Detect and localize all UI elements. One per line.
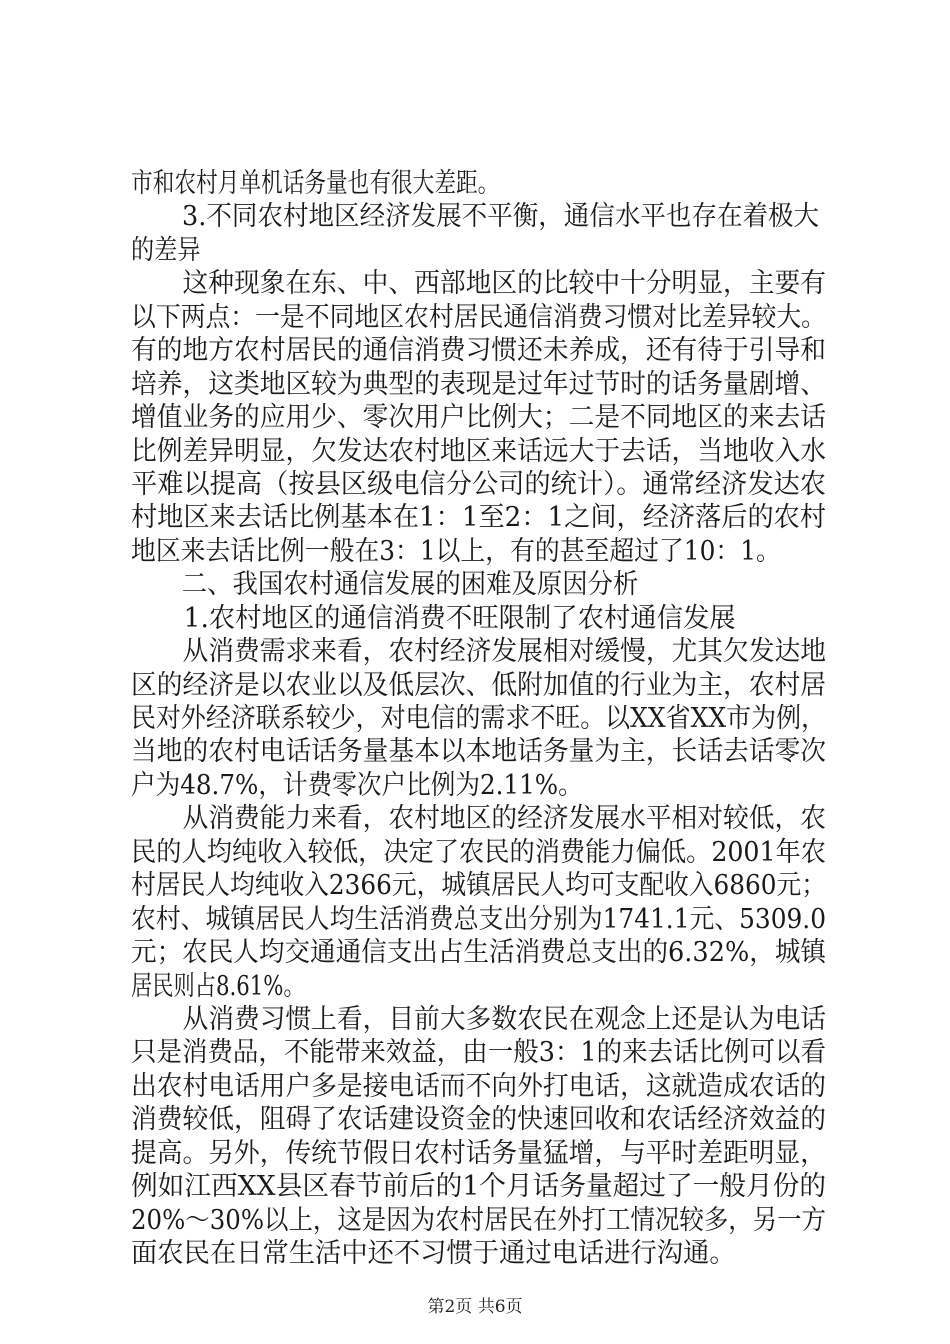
text-line: 面农民在日常生活中还不习惯于通过电话进行沟通。 — [131, 1238, 736, 1269]
text-line: 元；农民人均交通通信支出占生活消费总支出的6.32%，城镇 — [131, 937, 826, 969]
text-line: 1.农村地区的通信消费不旺限制了农村通信发展 — [131, 602, 736, 634]
text-line: 市和农村月单机话务量也有很大差距。 — [131, 168, 500, 199]
text-line: 培养，这类地区较为典型的表现是过年过节时的话务量剧增、 — [131, 368, 826, 400]
text-line: 村居民人均纯收入2366元，城镇居民人均可支配收入6860元； — [131, 870, 826, 902]
text-line: 农村、城镇居民人均生活消费总支出分别为1741.1元、5309.0 — [131, 903, 826, 935]
text-line: 只是消费品，不能带来效益，由一般3：1的来去话比例可以看 — [131, 1037, 826, 1069]
text-line: 从消费需求来看，农村经济发展相对缓慢，尤其欠发达地 — [131, 636, 826, 668]
text-line: 当地的农村电话话务量基本以本地话务量为主，长话去话零次 — [131, 736, 826, 768]
text-line: 村地区来去话比例基本在1：1至2：1之间，经济落后的农村 — [131, 502, 826, 534]
text-line: 从消费能力来看，农村地区的经济发展水平相对较低，农 — [131, 803, 826, 835]
text-line: 20%～30%以上，这是因为农村居民在外打工情况较多，另一方 — [131, 1204, 826, 1236]
document-body — [131, 167, 826, 1270]
text-line: 从消费习惯上看，目前大多数农民在观念上还是认为电话 — [131, 1003, 826, 1035]
text-line: 的差异 — [131, 234, 201, 266]
text-line: 出农村电话用户多是接电话而不向外打电话，这就造成农话的 — [131, 1070, 826, 1102]
text-line: 比例差异明显，欠发达农村地区来话远大于去话，当地收入水 — [131, 435, 826, 467]
text-line: 有的地方农村居民的通信消费习惯还未养成，还有待于引导和 — [131, 335, 826, 367]
text-line: 例如江西XX县区春节前后的1个月话务量超过了一般月份的 — [131, 1171, 826, 1203]
text-line: 区的经济是以农业以及低层次、低附加值的行业为主，农村居 — [131, 669, 826, 701]
text-line: 民的人均纯收入较低，决定了农民的消费能力偏低。2001年农 — [131, 836, 826, 868]
text-line: 平难以提高（按县区级电信分公司的统计）。通常经济发达农 — [131, 468, 826, 500]
text-line: 二、我国农村通信发展的困难及原因分析 — [131, 569, 639, 601]
text-line: 以下两点：一是不同地区农村居民通信消费习惯对比差异较大。 — [131, 301, 826, 333]
text-line: 户为48.7%，计费零次户比例为2.11%。 — [131, 769, 583, 801]
text-line: 民对外经济联系较少，对电信的需求不旺。以XX省XX市为例， — [131, 703, 826, 734]
text-line: 消费较低，阻碍了农话建设资金的快速回收和农话经济效益的 — [131, 1104, 826, 1136]
text-line: 增值业务的应用少、零次用户比例大；二是不同地区的来去话 — [131, 402, 826, 434]
text-line: 提高。另外，传统节假日农村话务量猛增，与平时差距明显， — [131, 1137, 826, 1169]
text-line: 地区来去话比例一般在3：1以上，有的甚至超过了10：1。 — [131, 535, 781, 567]
page-number-footer: 第2页 共6页 — [427, 1297, 523, 1317]
text-line: 3.不同农村地区经济发展不平衡，通信水平也存在着极大 — [131, 201, 820, 233]
text-line: 这种现象在东、中、西部地区的比较中十分明显，主要有 — [131, 268, 826, 300]
text-line: 居民则占8.61%。 — [131, 970, 305, 1002]
